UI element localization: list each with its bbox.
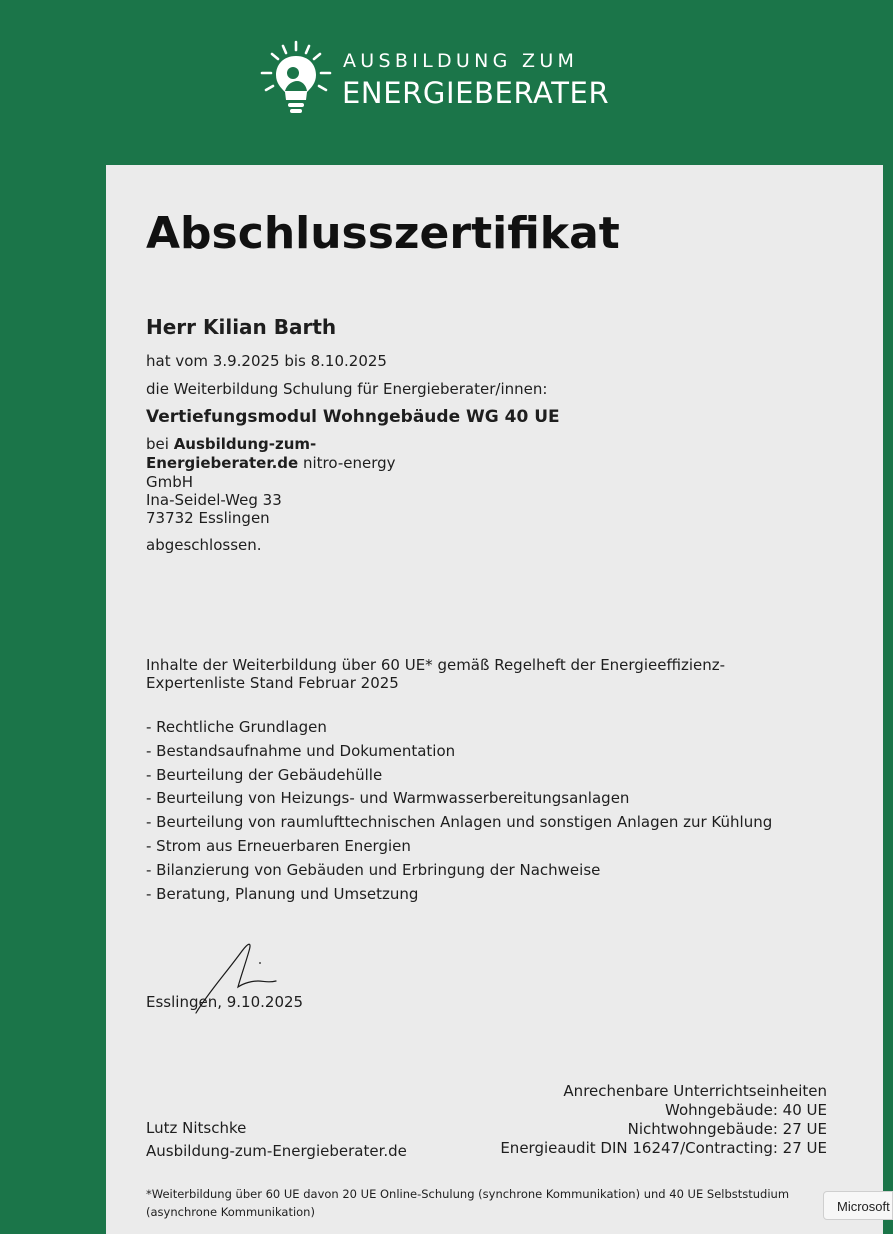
certificate-title: Abschlusszertifikat: [146, 208, 620, 259]
credits-heading: Anrechenbare Unterrichtseinheiten: [563, 1082, 827, 1100]
contents-heading-line1: Inhalte der Weiterbildung über 60 UE* gemäß Regelheft der Energieeffizienz-: [146, 656, 726, 674]
provider-city: 73732 Esslingen: [146, 509, 270, 527]
list-item: - Beurteilung von Heizungs- und Warmwasserbereitungsanlagen: [146, 789, 630, 808]
course-period: hat vom 3.9.2025 bis 8.10.2025: [146, 352, 387, 370]
credits-non-residential: Nichtwohngebäude: 27 UE: [627, 1120, 827, 1138]
certificate-page: [106, 165, 883, 1234]
signer-name: Lutz Nitschke: [146, 1119, 247, 1137]
footnote-line2: (asynchrone Kommunikation): [146, 1205, 315, 1219]
footnote-line1: *Weiterbildung über 60 UE davon 20 UE Online-Schulung (synchrone Kommunikation) und 40 UE Selbststudium: [146, 1187, 790, 1201]
list-item: - Beurteilung von raumlufttechnischen Anlagen und sonstigen Anlagen zur Kühlung: [146, 813, 773, 832]
logo-text-line1: AUSBILDUNG ZUM: [343, 50, 579, 72]
place-date: Esslingen, 9.10.2025: [146, 993, 304, 1011]
contents-heading-line2: Expertenliste Stand Februar 2025: [146, 674, 399, 692]
course-intro: die Weiterbildung Schulung für Energieberater/innen:: [146, 380, 548, 398]
logo-text-line2: ENERGIEBERATER: [342, 76, 610, 110]
provider-line1: bei Ausbildung-zum-: [146, 435, 317, 453]
list-item: - Bestandsaufnahme und Dokumentation: [146, 741, 456, 760]
list-item: - Beurteilung der Gebäudehülle: [146, 765, 383, 784]
completed-text: abgeschlossen.: [146, 536, 262, 554]
credits-residential: Wohngebäude: 40 UE: [665, 1101, 827, 1119]
provider-street: Ina-Seidel-Weg 33: [146, 491, 282, 509]
list-item: - Bilanzierung von Gebäuden und Erbringung der Nachweise: [146, 860, 601, 879]
recipient-name: Herr Kilian Barth: [146, 315, 337, 339]
provider-line2: Energieberater.de nitro-energy: [146, 454, 396, 472]
list-item: - Strom aus Erneuerbaren Energien: [146, 836, 411, 855]
module-title: Vertiefungsmodul Wohngebäude WG 40 UE: [146, 407, 560, 427]
header-banner: [0, 0, 883, 165]
list-item: - Beratung, Planung und Umsetzung: [146, 884, 419, 903]
signer-organization: Ausbildung-zum-Energieberater.de: [146, 1142, 407, 1160]
list-item: - Rechtliche Grundlagen: [146, 718, 327, 736]
contents-list: [146, 716, 772, 906]
provider-gmbh: GmbH: [146, 473, 194, 491]
credits-audit: Energieaudit DIN 16247/Contracting: 27 UE: [500, 1139, 827, 1157]
microsoft-overlay-button[interactable]: Microsoft: [823, 1191, 893, 1220]
lightbulb-person-icon: [258, 40, 334, 116]
